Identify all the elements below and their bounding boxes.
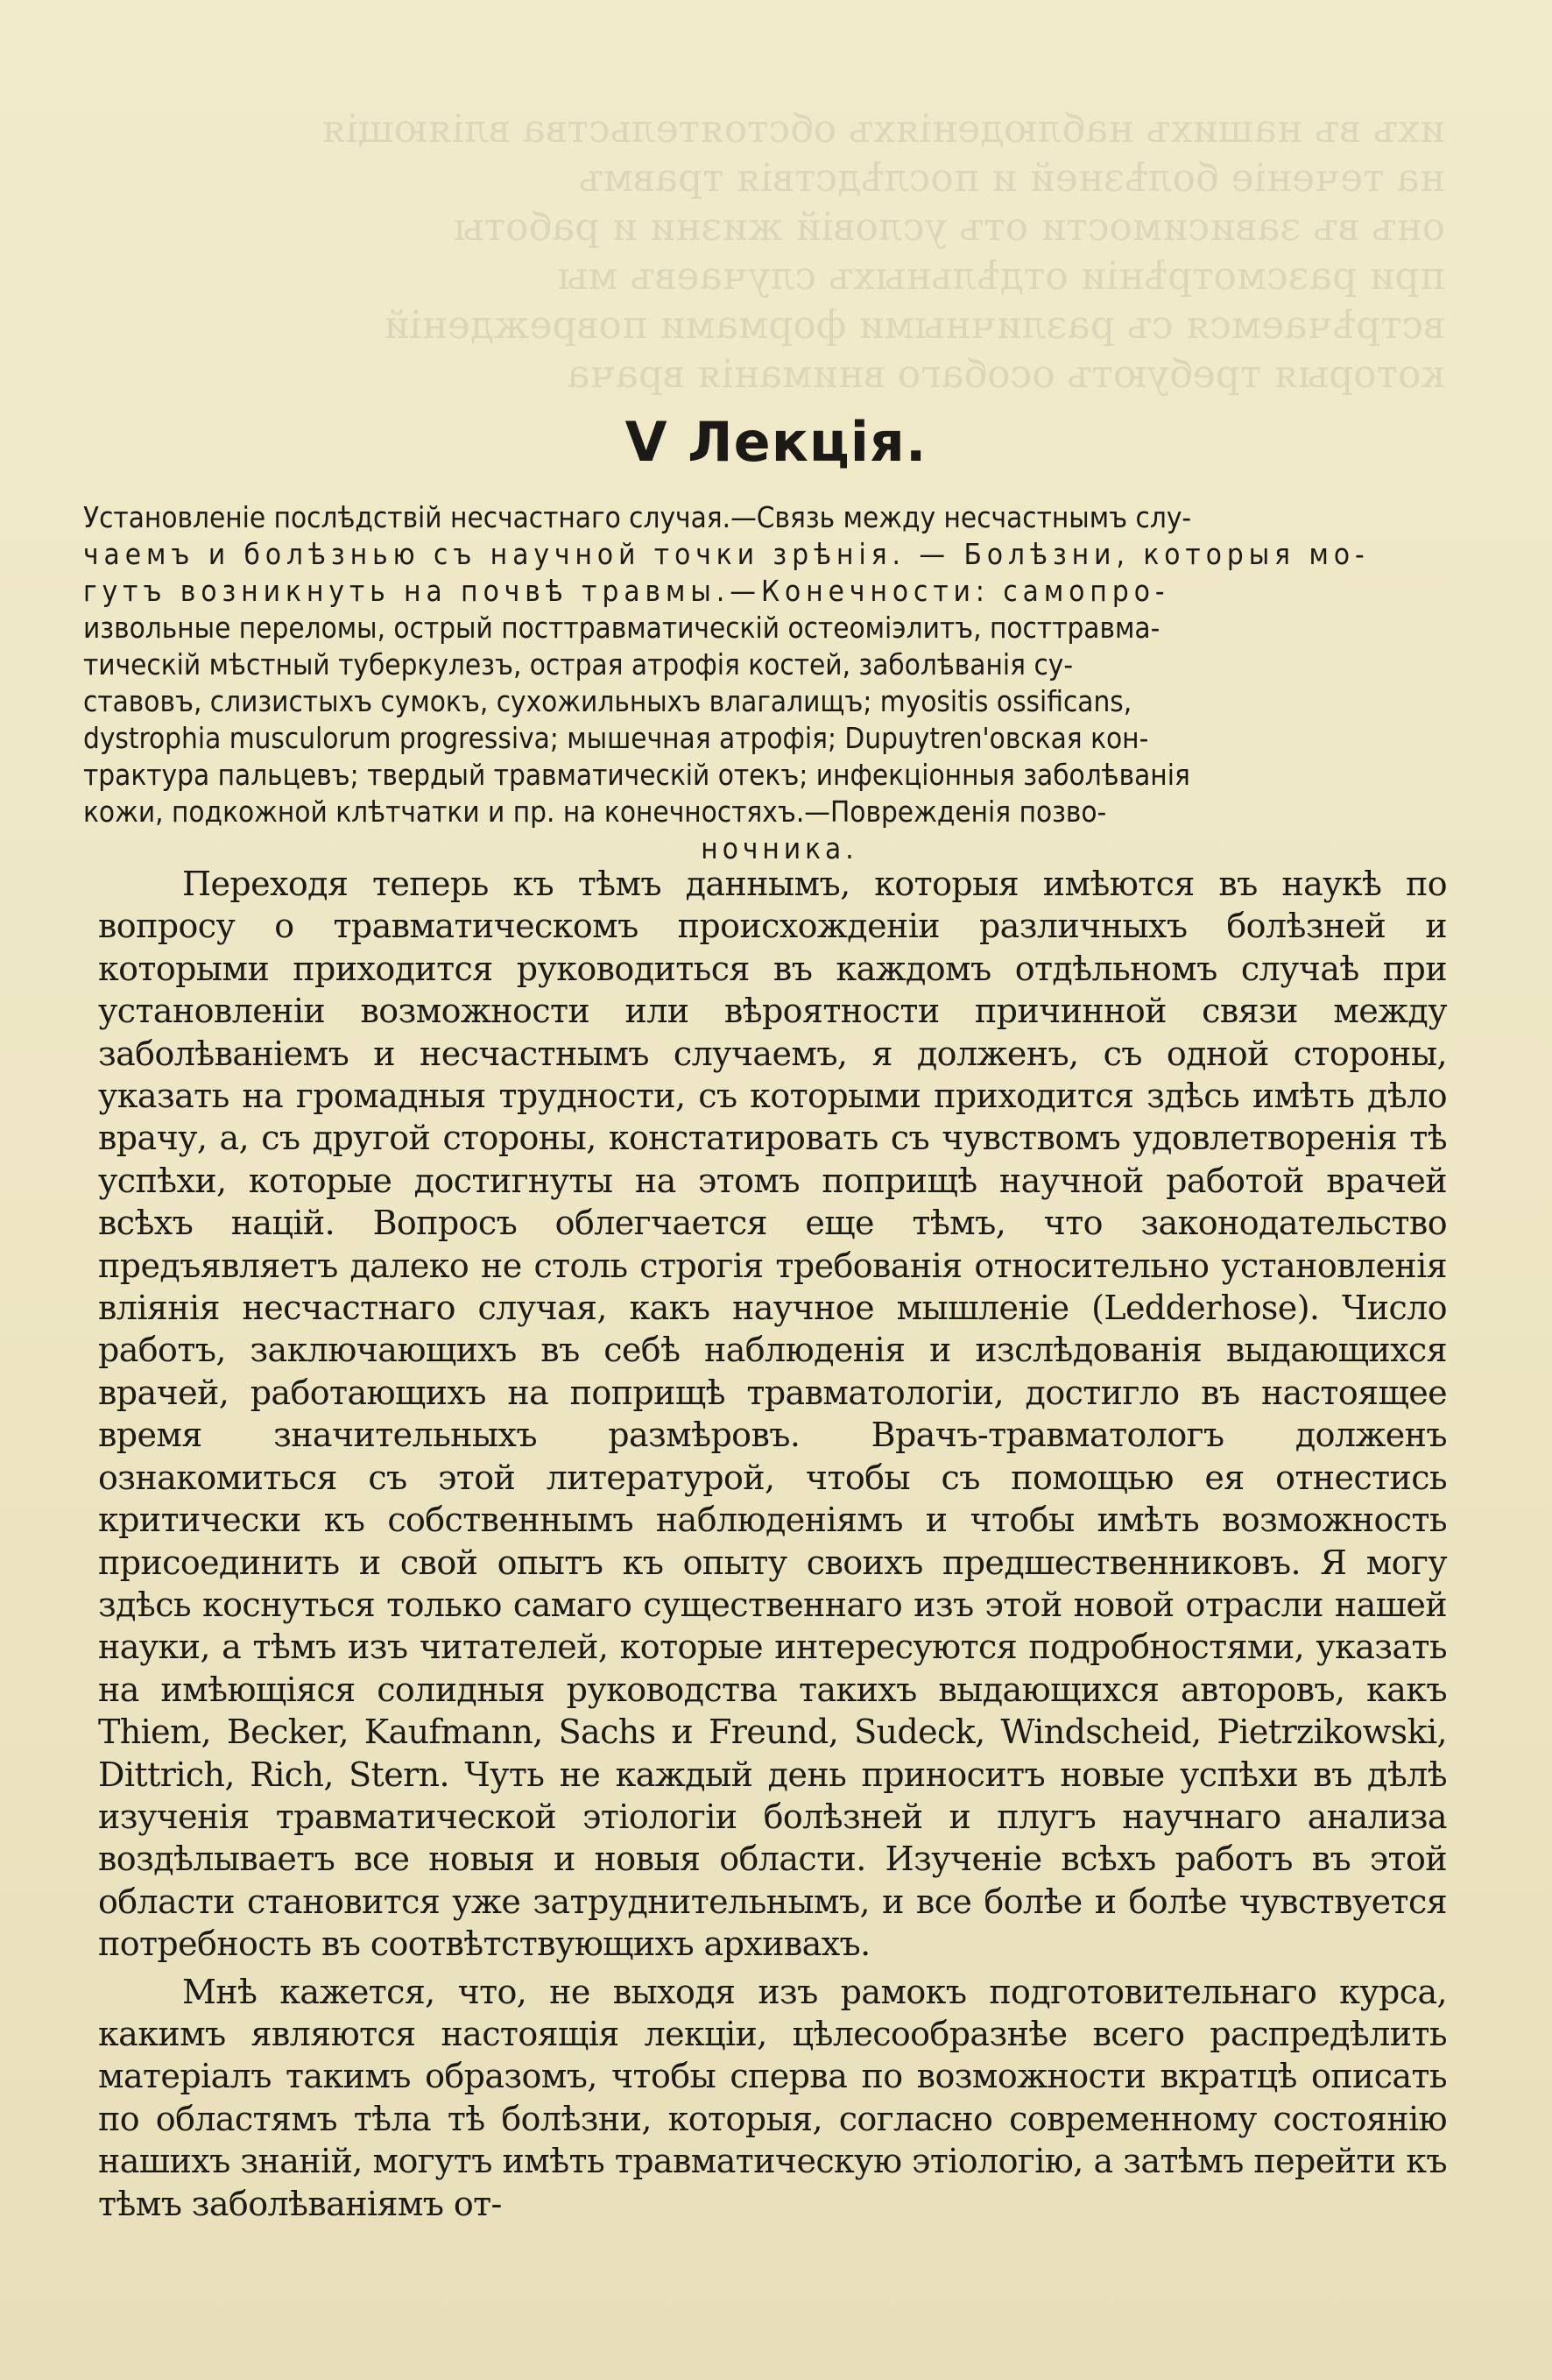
summary-line: dystrophia musculorum progressiva; мышечная атрофія; Dupuytren'овская кон- bbox=[83, 721, 1149, 755]
summary-line: Установленіе послѣдствій несчастнаго случая.—Связь между несчастнымъ слу- bbox=[83, 500, 1192, 534]
summary-line: трактура пальцевъ; твердый травматическій отекъ; инфекціонныя заболѣванія bbox=[83, 758, 1190, 792]
bleed-through-text: ихъ въ нашихъ наблюденіяхъ обстоятельства вліяющія на теченіе болѣзней и послѣдствія травмъ онъ въ зависимости отъ условій жизни и работы при разсмотрѣніи отдѣльныхъ случаевъ мы встрѣчаемся съ различными формами поврежденій которыя требуютъ особаго вниманія врача bbox=[321, 107, 1445, 397]
summary-line: кожи, подкожной клѣтчатки и пр. на конечностяхъ.—Поврежденія позво- bbox=[83, 795, 1107, 829]
summary-line: извольные переломы, острый посттравматическій остеоміэлитъ, посттравма- bbox=[83, 611, 1160, 645]
summary-line: ставовъ, слизистыхъ сумокъ, сухожильныхъ влагалищъ; myositis ossificans, bbox=[83, 684, 1132, 718]
summary-line: чаемъ и болѣзнью съ научной точки зрѣнія. — Болѣзни, которыя мо- bbox=[83, 537, 1370, 571]
lecture-summary bbox=[83, 499, 1476, 867]
summary-line: тическій мѣстный туберкулезъ, острая атрофія костей, заболѣванія су- bbox=[83, 647, 1074, 682]
summary-last-line: ночника. bbox=[701, 831, 858, 865]
lecture-body bbox=[98, 863, 1447, 2230]
summary-line: гутъ возникнуть на почвѣ травмы.—Конечности: самопро- bbox=[83, 574, 1170, 608]
body-paragraph: Переходя теперь къ тѣмъ даннымъ, которыя имѣются въ наукѣ по вопросу о травматическомъ происхожденіи различныхъ болѣзней и которыми приходится руководиться въ каждомъ отдѣльномъ случаѣ при установленіи возможности или вѣроятности причинной связи между заболѣваніемъ и несчастнымъ случаемъ, я долженъ, съ одной стороны, указать на громадныя трудности, съ которыми приходится здѣсь имѣть дѣло врачу, а, съ другой стороны, констатировать съ чувствомъ удовлетворенія тѣ успѣхи, которые достигнуты на этомъ поприщѣ научной работой врачей всѣхъ націй. Вопросъ облегчается еще тѣмъ, что законодательство предъявляетъ далеко не столь строгія требованія относительно установленія вліянія несчастнаго случая, какъ научное мышленіе (Ledderhose). Число работъ, заключающихъ въ себѣ наблюденія и изслѣдованія выдающихся врачей, работающихъ на поприщѣ травматологіи, достигло въ настоящее время значительныхъ размѣровъ. Врачъ-травматологъ долженъ ознакомиться съ этой литературой, чтобы съ помощью ея отнестись критически къ собственнымъ наблюденіямъ и чтобы имѣть возможность присоединить и свой опытъ къ опыту своихъ предшественниковъ. Я могу здѣсь коснуться только самаго существеннаго изъ этой новой отрасли нашей науки, а тѣмъ изъ читателей, которые интересуются подробностями, указать на имѣющіяся солидныя руководства такихъ выдающихся авторовъ, какъ Thiem, Becker, Kaufmann, Sachs и Freund, Sudeck, Windscheid, Pietrzikowski, Dittrich, Rich, Stern. Чуть не каждый день приноситъ новые успѣхи въ дѣлѣ изученія травматической этіологіи болѣзней и плугъ научнаго анализа воздѣлываетъ все новыя и новыя области. Изученіе всѣхъ работъ въ этой области становится уже затруднительнымъ, и все болѣе и болѣе чувствуется потребность въ соотвѣтствующихъ архивахъ. bbox=[98, 865, 1447, 1964]
body-paragraph: Мнѣ кажется, что, не выходя изъ рамокъ подготовительнаго курса, какимъ являются настоящія лекціи, цѣлесообразнѣе всего распредѣлить матеріалъ такимъ образомъ, чтобы сперва по возможности вкратцѣ описать по областямъ тѣла тѣ болѣзни, которыя, согласно современному состоянію нашихъ знаній, могутъ имѣть травматическую этіологію, а затѣмъ перейти къ тѣмъ заболѣваніямъ от- bbox=[98, 1972, 1447, 2223]
lecture-title: V Лекція. bbox=[624, 410, 928, 474]
